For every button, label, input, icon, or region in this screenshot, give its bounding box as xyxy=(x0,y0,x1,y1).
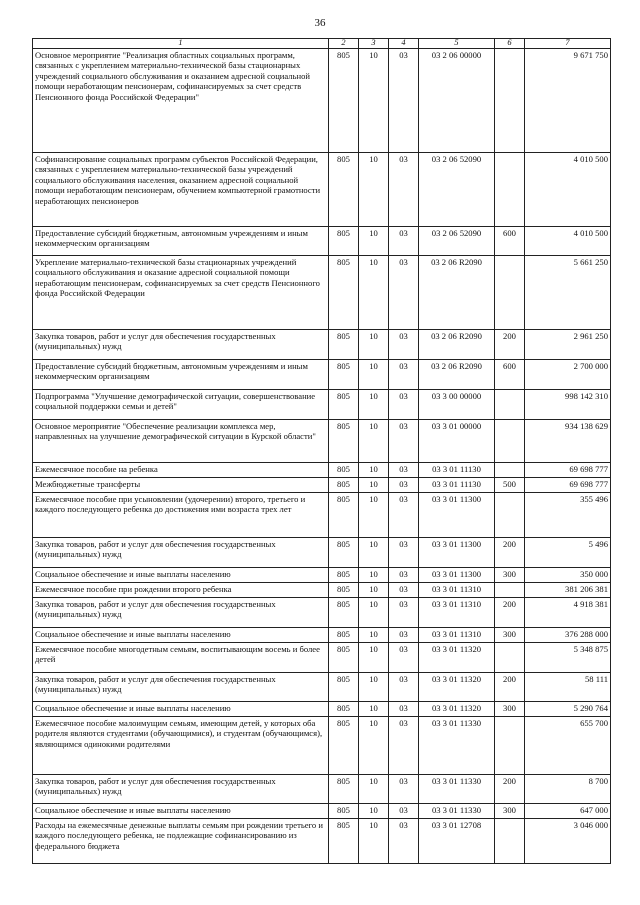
row-amount: 998 142 310 xyxy=(525,390,611,420)
row-code-6: 600 xyxy=(495,360,525,390)
table-row xyxy=(33,702,611,717)
row-code-4: 03 xyxy=(389,420,419,463)
row-code-4: 03 xyxy=(389,598,419,628)
row-amount: 3 046 000 xyxy=(525,819,611,864)
row-amount: 376 288 000 xyxy=(525,628,611,643)
budget-table xyxy=(32,38,611,864)
row-code-4: 03 xyxy=(389,583,419,598)
row-amount: 4 010 500 xyxy=(525,227,611,256)
table-header-row xyxy=(33,39,611,49)
row-amount: 934 138 629 xyxy=(525,420,611,463)
row-code-3: 10 xyxy=(359,643,389,673)
row-code-3: 10 xyxy=(359,330,389,360)
column-header: 3 xyxy=(359,39,389,49)
row-code-4: 03 xyxy=(389,717,419,775)
row-code-6 xyxy=(495,463,525,478)
row-name: Закупка товаров, работ и услуг для обеспечения государственных (муниципальных) нужд xyxy=(33,598,329,628)
row-code-6: 300 xyxy=(495,702,525,717)
table-row xyxy=(33,360,611,390)
row-code-2: 805 xyxy=(329,153,359,227)
row-code-3: 10 xyxy=(359,390,389,420)
row-name: Социальное обеспечение и иные выплаты населению xyxy=(33,804,329,819)
table-row xyxy=(33,673,611,702)
row-code-4: 03 xyxy=(389,643,419,673)
row-code-3: 10 xyxy=(359,628,389,643)
row-code-5: 03 2 06 52090 xyxy=(419,153,495,227)
row-code-2: 805 xyxy=(329,717,359,775)
row-code-6 xyxy=(495,256,525,330)
row-amount: 8 700 xyxy=(525,775,611,804)
row-code-5: 03 3 01 11310 xyxy=(419,583,495,598)
table-row xyxy=(33,153,611,227)
row-code-4: 03 xyxy=(389,463,419,478)
row-name: Укрепление материально-технической базы стационарных учреждений социального обслуживания и оказание адресной социальной помощи неработающим пенсионерам, софинансируемых за счет средств Пенсионного фонда Российской Федерации xyxy=(33,256,329,330)
row-code-5: 03 2 06 R2090 xyxy=(419,330,495,360)
row-amount: 9 671 750 xyxy=(525,49,611,153)
row-code-2: 805 xyxy=(329,583,359,598)
table-row xyxy=(33,568,611,583)
row-code-4: 03 xyxy=(389,49,419,153)
row-code-3: 10 xyxy=(359,49,389,153)
row-code-4: 03 xyxy=(389,478,419,493)
row-code-4: 03 xyxy=(389,256,419,330)
row-code-2: 805 xyxy=(329,628,359,643)
row-name: Социальное обеспечение и иные выплаты населению xyxy=(33,628,329,643)
table-row xyxy=(33,598,611,628)
row-amount: 381 206 381 xyxy=(525,583,611,598)
row-code-6 xyxy=(495,583,525,598)
row-code-3: 10 xyxy=(359,717,389,775)
row-code-3: 10 xyxy=(359,538,389,568)
table-row xyxy=(33,717,611,775)
row-code-3: 10 xyxy=(359,673,389,702)
row-code-4: 03 xyxy=(389,702,419,717)
row-code-3: 10 xyxy=(359,420,389,463)
row-name: Ежемесячное пособие на ребенка xyxy=(33,463,329,478)
row-amount: 5 348 875 xyxy=(525,643,611,673)
row-code-2: 805 xyxy=(329,478,359,493)
row-code-5: 03 2 06 52090 xyxy=(419,227,495,256)
row-name: Закупка товаров, работ и услуг для обеспечения государственных (муниципальных) нужд xyxy=(33,330,329,360)
row-amount: 2 700 000 xyxy=(525,360,611,390)
row-code-5: 03 3 01 11330 xyxy=(419,717,495,775)
row-amount: 350 000 xyxy=(525,568,611,583)
row-code-6 xyxy=(495,420,525,463)
row-code-2: 805 xyxy=(329,493,359,538)
table-row xyxy=(33,463,611,478)
table-row xyxy=(33,256,611,330)
row-code-6 xyxy=(495,819,525,864)
row-code-4: 03 xyxy=(389,804,419,819)
row-code-5: 03 3 00 00000 xyxy=(419,390,495,420)
row-name: Закупка товаров, работ и услуг для обеспечения государственных (муниципальных) нужд xyxy=(33,538,329,568)
row-code-3: 10 xyxy=(359,804,389,819)
row-amount: 355 496 xyxy=(525,493,611,538)
row-name: Ежемесячное пособие при усыновлении (удочерении) второго, третьего и каждого последующего ребенка до достижения ими возраста трех лет xyxy=(33,493,329,538)
table-row xyxy=(33,330,611,360)
row-code-4: 03 xyxy=(389,775,419,804)
row-code-3: 10 xyxy=(359,702,389,717)
row-code-3: 10 xyxy=(359,598,389,628)
table-row xyxy=(33,643,611,673)
table-row xyxy=(33,775,611,804)
table-row xyxy=(33,804,611,819)
table-row xyxy=(33,628,611,643)
row-amount: 58 111 xyxy=(525,673,611,702)
row-code-4: 03 xyxy=(389,628,419,643)
row-amount: 5 661 250 xyxy=(525,256,611,330)
table-row xyxy=(33,538,611,568)
page-number: 36 xyxy=(314,17,326,29)
row-code-4: 03 xyxy=(389,227,419,256)
row-code-6 xyxy=(495,390,525,420)
row-code-3: 10 xyxy=(359,360,389,390)
row-code-5: 03 2 06 00000 xyxy=(419,49,495,153)
row-code-5: 03 3 01 11300 xyxy=(419,568,495,583)
table-row xyxy=(33,478,611,493)
row-code-5: 03 3 01 11310 xyxy=(419,628,495,643)
row-name: Предоставление субсидий бюджетным, автономным учреждениям и иным некоммерческим организациям xyxy=(33,360,329,390)
table-row xyxy=(33,420,611,463)
row-code-4: 03 xyxy=(389,673,419,702)
row-code-5: 03 3 01 11320 xyxy=(419,643,495,673)
row-code-5: 03 3 01 11320 xyxy=(419,673,495,702)
row-code-3: 10 xyxy=(359,819,389,864)
row-amount: 2 961 250 xyxy=(525,330,611,360)
row-code-6: 200 xyxy=(495,673,525,702)
row-code-2: 805 xyxy=(329,330,359,360)
table-row xyxy=(33,493,611,538)
row-name: Подпрограмма "Улучшение демографической ситуации, совершенствование социальной поддержки семьи и детей" xyxy=(33,390,329,420)
table-row xyxy=(33,49,611,153)
row-code-2: 805 xyxy=(329,643,359,673)
row-code-4: 03 xyxy=(389,360,419,390)
row-code-3: 10 xyxy=(359,463,389,478)
row-code-6: 200 xyxy=(495,775,525,804)
column-header: 1 xyxy=(33,39,329,49)
row-name: Расходы на ежемесячные денежные выплаты семьям при рождении третьего и каждого последующего ребенка, не подлежащие софинансированию из федерального бюджета xyxy=(33,819,329,864)
row-code-6: 600 xyxy=(495,227,525,256)
row-code-6 xyxy=(495,643,525,673)
row-code-2: 805 xyxy=(329,256,359,330)
row-name: Основное мероприятие "Обеспечение реализации комплекса мер, направленных на улучшение демографической ситуации в Курской области" xyxy=(33,420,329,463)
row-code-3: 10 xyxy=(359,568,389,583)
row-amount: 655 700 xyxy=(525,717,611,775)
row-code-5: 03 3 01 11300 xyxy=(419,538,495,568)
row-code-3: 10 xyxy=(359,478,389,493)
row-code-4: 03 xyxy=(389,538,419,568)
row-code-5: 03 3 01 11130 xyxy=(419,478,495,493)
row-amount: 69 698 777 xyxy=(525,478,611,493)
row-name: Межбюджетные трансферты xyxy=(33,478,329,493)
row-code-4: 03 xyxy=(389,819,419,864)
column-header: 2 xyxy=(329,39,359,49)
row-name: Ежемесячное пособие при рождении второго ребенка xyxy=(33,583,329,598)
table-body xyxy=(33,49,611,864)
row-code-5: 03 3 01 11310 xyxy=(419,598,495,628)
row-code-2: 805 xyxy=(329,227,359,256)
row-code-5: 03 2 06 R2090 xyxy=(419,256,495,330)
row-code-5: 03 3 01 11300 xyxy=(419,493,495,538)
row-code-3: 10 xyxy=(359,256,389,330)
column-header: 4 xyxy=(389,39,419,49)
row-amount: 5 496 xyxy=(525,538,611,568)
row-code-6: 200 xyxy=(495,330,525,360)
table-row xyxy=(33,583,611,598)
table-row xyxy=(33,227,611,256)
row-name: Предоставление субсидий бюджетным, автономным учреждениям и иным некоммерческим организациям xyxy=(33,227,329,256)
row-code-6 xyxy=(495,717,525,775)
row-code-6: 300 xyxy=(495,568,525,583)
column-header: 6 xyxy=(495,39,525,49)
row-code-3: 10 xyxy=(359,227,389,256)
row-code-6 xyxy=(495,493,525,538)
row-code-4: 03 xyxy=(389,330,419,360)
row-amount: 647 000 xyxy=(525,804,611,819)
row-name: Закупка товаров, работ и услуг для обеспечения государственных (муниципальных) нужд xyxy=(33,775,329,804)
row-code-5: 03 2 06 R2090 xyxy=(419,360,495,390)
row-name: Социальное обеспечение и иные выплаты населению xyxy=(33,702,329,717)
row-code-2: 805 xyxy=(329,819,359,864)
row-code-2: 805 xyxy=(329,775,359,804)
row-amount: 4 918 381 xyxy=(525,598,611,628)
row-amount: 69 698 777 xyxy=(525,463,611,478)
row-code-6: 300 xyxy=(495,804,525,819)
table-row xyxy=(33,390,611,420)
row-code-2: 805 xyxy=(329,598,359,628)
row-code-3: 10 xyxy=(359,775,389,804)
row-name: Софинансирование социальных программ субъектов Российской Федерации, связанных с укреплением материально-технической базы учреждений социального обслуживания населения, оказанием адресной социальной помощи неработающим пенсионерам, обучением компьютерной грамотности неработающих пенсионеров xyxy=(33,153,329,227)
row-code-6: 200 xyxy=(495,538,525,568)
row-name: Закупка товаров, работ и услуг для обеспечения государственных (муниципальных) нужд xyxy=(33,673,329,702)
row-code-2: 805 xyxy=(329,390,359,420)
row-code-5: 03 3 01 11330 xyxy=(419,804,495,819)
row-code-2: 805 xyxy=(329,673,359,702)
row-code-6: 500 xyxy=(495,478,525,493)
column-header: 5 xyxy=(419,39,495,49)
row-code-2: 805 xyxy=(329,49,359,153)
row-name: Основное мероприятие "Реализация областных социальных программ, связанных с укреплением материально-технической базы стационарных учреждений социального обслуживания и оказанием адресной социальной помощи неработающим пенсионерам, софинансируемых за счет средств Пенсионного фонда Российской Федерации" xyxy=(33,49,329,153)
row-code-2: 805 xyxy=(329,538,359,568)
table-row xyxy=(33,819,611,864)
row-name: Ежемесячное пособие многодетным семьям, воспитывающим восемь и более детей xyxy=(33,643,329,673)
row-code-2: 805 xyxy=(329,360,359,390)
row-code-2: 805 xyxy=(329,420,359,463)
row-code-3: 10 xyxy=(359,153,389,227)
row-code-4: 03 xyxy=(389,153,419,227)
row-code-2: 805 xyxy=(329,702,359,717)
row-code-5: 03 3 01 11130 xyxy=(419,463,495,478)
row-code-6 xyxy=(495,153,525,227)
row-code-6 xyxy=(495,49,525,153)
row-code-3: 10 xyxy=(359,493,389,538)
row-name: Социальное обеспечение и иные выплаты населению xyxy=(33,568,329,583)
row-code-5: 03 3 01 11330 xyxy=(419,775,495,804)
column-header: 7 xyxy=(525,39,611,49)
row-code-6: 300 xyxy=(495,628,525,643)
row-amount: 4 010 500 xyxy=(525,153,611,227)
row-code-6: 200 xyxy=(495,598,525,628)
row-code-4: 03 xyxy=(389,568,419,583)
row-code-3: 10 xyxy=(359,583,389,598)
row-amount: 5 290 764 xyxy=(525,702,611,717)
row-code-5: 03 3 01 00000 xyxy=(419,420,495,463)
row-code-5: 03 3 01 12708 xyxy=(419,819,495,864)
row-code-4: 03 xyxy=(389,493,419,538)
row-code-5: 03 3 01 11320 xyxy=(419,702,495,717)
row-code-2: 805 xyxy=(329,568,359,583)
row-code-4: 03 xyxy=(389,390,419,420)
row-code-2: 805 xyxy=(329,463,359,478)
row-name: Ежемесячное пособие малоимущим семьям, имеющим детей, у которых оба родителя являются студентами (обучающимися), и студентам (обучающимся), являющимся одинокими родителями xyxy=(33,717,329,775)
row-code-2: 805 xyxy=(329,804,359,819)
